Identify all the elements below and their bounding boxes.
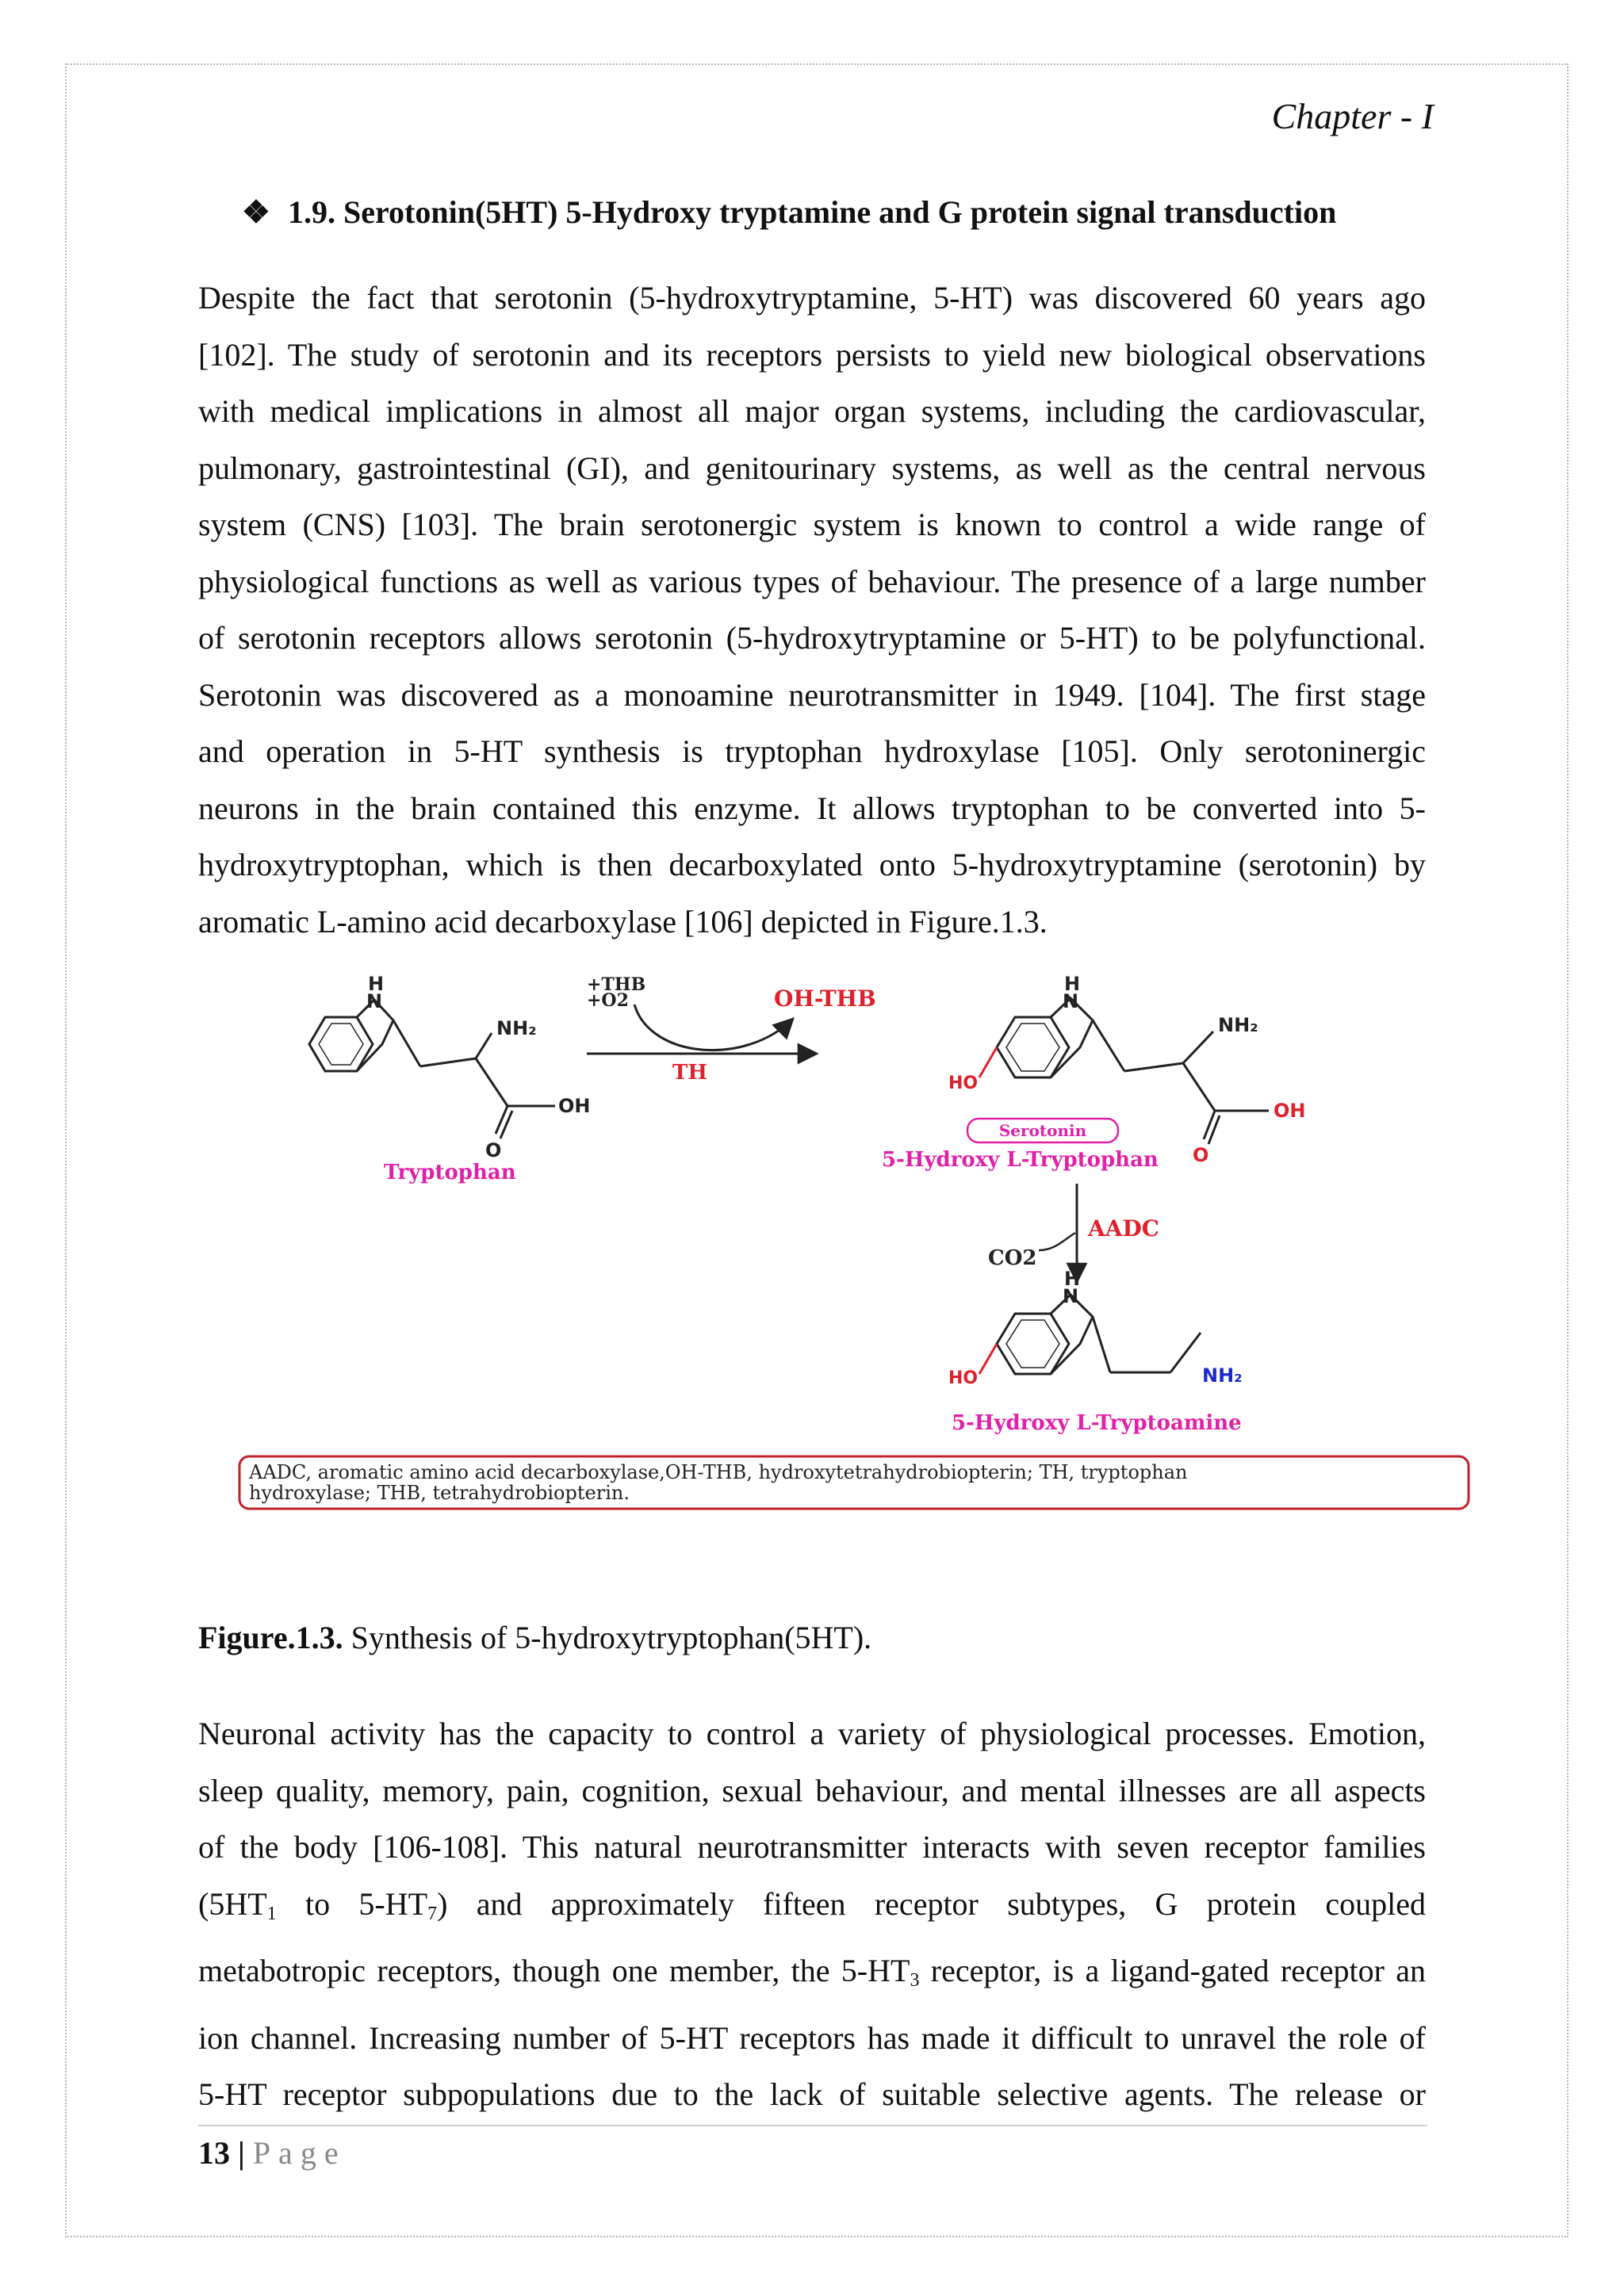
- enzyme-th-label: TH: [672, 1061, 707, 1085]
- serotonin-tag-label: Serotonin: [998, 1121, 1087, 1140]
- serotonin-structure: [979, 1295, 1201, 1374]
- enzyme-aadc-label: AADC: [1088, 1215, 1160, 1242]
- caption-label: Figure.1.3.: [198, 1620, 343, 1655]
- figure-caption: [198, 1619, 871, 1656]
- cofactor-o2-label: +O2: [587, 990, 629, 1011]
- product1-label: 5-Hydroxy L-Tryptophan: [882, 1148, 1159, 1172]
- amino-label-3: NH₂: [1202, 1364, 1243, 1387]
- text-run: (5HT: [198, 1885, 267, 1922]
- paragraph-line: Despite the fact that serotonin (5-hydroxytryptamine, 5-HT) was discovered 60 years ago: [198, 280, 1426, 316]
- paragraph-line: ion channel. Increasing number of 5-HT receptors has made it difficult to unravel the role of: [198, 2019, 1426, 2056]
- text-run: receptor, is a ligand-gated receptor an: [919, 1953, 1426, 1988]
- page-footer: [198, 2134, 347, 2172]
- footer-rule: [198, 2125, 1427, 2126]
- subscript: 3: [910, 1970, 920, 1991]
- reaction-scheme-diagram: [238, 971, 1475, 1518]
- paragraph-line: [102]. The study of serotonin and its receptors persists to yield new biological observations: [198, 336, 1426, 373]
- section-heading: [242, 193, 1336, 231]
- footer-separator: |: [238, 2135, 245, 2171]
- hydroxyl-label: OH: [558, 1095, 591, 1117]
- carbonyl-o-label: O: [485, 1139, 502, 1161]
- cofactor-curved-arrow: [634, 1004, 793, 1050]
- paragraph-line: [198, 1942, 1426, 2010]
- paragraph-2: [198, 1705, 1426, 2123]
- amino-label-2: NH₂: [1218, 1014, 1258, 1036]
- co2-label: CO2: [988, 1246, 1037, 1270]
- paragraph-line: [198, 1876, 1426, 1943]
- indole-h-label: H: [368, 973, 385, 995]
- caption-text: Synthesis of 5-hydroxytryptophan(5HT).: [343, 1620, 872, 1655]
- amino-label: NH₂: [496, 1017, 537, 1039]
- paragraph-line: Serotonin was discovered as a monoamine neurotransmitter in 1949. [104]. The first stage: [198, 676, 1426, 713]
- paragraph-line: with medical implications in almost all major organ systems, including the cardiovascular,: [198, 393, 1426, 429]
- section-heading-text: 1.9. Serotonin(5HT) 5-Hydroxy tryptamine and G protein signal transduction: [288, 194, 1337, 230]
- page-number: 13: [198, 2135, 230, 2171]
- page-label: Page: [252, 2135, 347, 2171]
- legend-line-1: AADC, aromatic amino acid decarboxylase,OH-THB, hydroxytetrahydrobiopterin; TH, tryptophan: [249, 1461, 1188, 1483]
- legend-line-2: hydroxylase; THB, tetrahydrobiopterin.: [249, 1482, 630, 1504]
- indole-n-label: N: [366, 990, 383, 1012]
- paragraph-line: of serotonin receptors allows serotonin (5-hydroxytryptamine or 5-HT) to be polyfunctional.: [198, 620, 1426, 656]
- paragraph-line: aromatic L-amino acid decarboxylase [106] depicted in Figure.1.3.: [198, 903, 1048, 939]
- cofactor-thb-label: +THB: [587, 974, 646, 995]
- indole-n-label-2: N: [1063, 990, 1079, 1012]
- subscript: 1: [266, 1903, 277, 1924]
- paragraph-line: physiological functions as well as various types of behaviour. The presence of a large number: [198, 563, 1426, 599]
- indole-h-label-3: H: [1064, 1268, 1081, 1290]
- paragraph-line: Neuronal activity has the capacity to control a variety of physiological processes. Emotion,: [198, 1716, 1426, 1751]
- paragraph-1: [198, 270, 1426, 950]
- ho-label-1: HO: [948, 1073, 979, 1093]
- tryptophan-label: Tryptophan: [384, 1161, 516, 1184]
- carbonyl-o-label-2: O: [1193, 1144, 1209, 1166]
- diamond-bullet-icon: ❖: [242, 194, 270, 230]
- text-run: ) and approximately fifteen receptor subtypes, G protein coupled: [437, 1885, 1426, 1922]
- chapter-header: Chapter - I: [1271, 96, 1434, 136]
- paragraph-line: neurons in the brain contained this enzyme. It allows tryptophan to be converted into 5-: [198, 790, 1426, 826]
- paragraph-line: hydroxytryptophan, which is then decarboxylated onto 5-hydroxytryptamine (serotonin) by: [198, 847, 1426, 882]
- paragraph-line: of the body [106-108]. This natural neurotransmitter interacts with seven receptor families: [198, 1829, 1426, 1865]
- hydroxyl-label-2: OH: [1274, 1100, 1306, 1122]
- text-run: to 5-HT: [276, 1885, 428, 1922]
- indole-n-label-3: N: [1063, 1285, 1079, 1307]
- ho-label-2: HO: [948, 1368, 979, 1388]
- paragraph-line: and operation in 5-HT synthesis is tryptophan hydroxylase [105]. Only serotoninergic: [198, 733, 1426, 769]
- paragraph-line: pulmonary, gastrointestinal (GI), and genitourinary systems, as well as the central nervous: [198, 450, 1426, 486]
- paragraph-line: 5-HT receptor subpopulations due to the lack of suitable selective agents. The release or: [198, 2076, 1426, 2112]
- serotonin-synthesis-figure: [238, 971, 1475, 1518]
- product2-label: 5-Hydroxy L-Tryptoamine: [952, 1411, 1242, 1435]
- oh-thb-label: OH-THB: [774, 985, 876, 1012]
- text-run: metabotropic receptors, though one member, the 5-HT: [198, 1953, 910, 1988]
- co2-release-arrow: [1039, 1233, 1075, 1250]
- paragraph-line: sleep quality, memory, pain, cognition, sexual behaviour, and mental illnesses are all aspects: [198, 1772, 1426, 1808]
- paragraph-line: system (CNS) [103]. The brain serotonergic system is known to control a wide range of: [198, 507, 1426, 542]
- subscript: 7: [427, 1903, 438, 1924]
- indole-h-label-2: H: [1064, 973, 1081, 995]
